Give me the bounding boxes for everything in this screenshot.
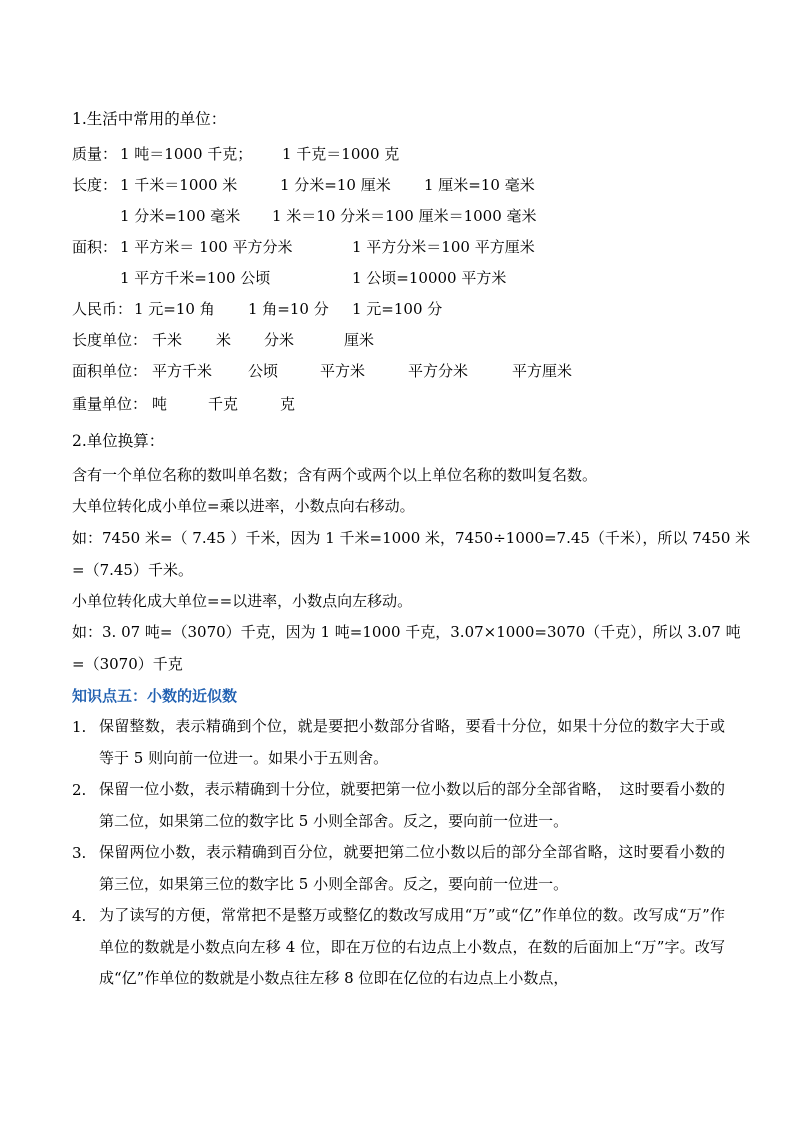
rmb-label: 人民币： — [72, 300, 133, 318]
area-unit-sqcm: 平方厘米 — [512, 362, 573, 380]
list-item-text: 为了读写的方便，常常把不是整万或整亿的数改写成用“万”或“亿”作单位的数。改写成“万”作单位的数就是小数点向左移 4 位，即在万位的右边点上小数点，在数的后面加上“万”字。改写成“亿”作单位的数就是小数点往左移 8 位即在亿位的右边点上小数点， — [99, 906, 725, 987]
mass-fact-2: 1 千克＝1000 克 — [282, 145, 400, 163]
rmb-fact-1: 1 元=10 角 — [134, 300, 215, 318]
length-line-2 — [72, 206, 722, 226]
area-fact-1: 1 平方米＝ 100 平方分米 — [120, 238, 293, 256]
list-item-number: 4. — [72, 907, 87, 925]
weight-unit-kg: 千克 — [208, 395, 239, 413]
list-item-text: 保留一位小数，表示精确到十分位，就要把第一位小数以后的部分全部省略， 这时要看小数的第二位，如果第二位的数字比 5 小则全部舍。反之，要向前一位进一。 — [99, 780, 725, 830]
area-units-label: 面积单位： — [72, 362, 148, 380]
length-units-label: 长度单位： — [72, 331, 148, 349]
area-line-1 — [72, 237, 722, 257]
area-unit-sqdm: 平方分米 — [408, 362, 469, 380]
list-item-text: 保留两位小数，表示精确到百分位，就要把第二位小数以后的部分全部省略，这时要看小数的第三位，如果第三位的数字比 5 小则全部舍。反之，要向前一位进一。 — [99, 843, 725, 893]
area-unit-hectare: 公顷 — [248, 362, 279, 380]
area-label: 面积： — [72, 238, 118, 256]
mass-line — [72, 144, 722, 164]
weight-units-label: 重量单位： — [72, 395, 148, 413]
list-item-text: 保留整数，表示精确到个位，就是要把小数部分省略，要看十分位，如果十分位的数字大于或等于 5 则向前一位进一。如果小于五则舍。 — [99, 717, 725, 767]
list-item-number: 2. — [72, 781, 87, 799]
rmb-line — [72, 299, 722, 319]
weight-unit-g: 克 — [280, 395, 296, 413]
paragraph-large-to-small: 大单位转化成小单位=乘以进率，小数点向右移动。 — [72, 497, 415, 515]
length-units-line — [72, 330, 722, 350]
area-fact-3: 1 平方千米=100 公顷 — [120, 269, 271, 287]
length-unit-cm: 厘米 — [344, 331, 375, 349]
section-heading-units: 1.生活中常用的单位： — [72, 110, 227, 128]
weight-unit-ton: 吨 — [152, 395, 168, 413]
area-unit-sqm: 平方米 — [320, 362, 366, 380]
area-unit-sqkm: 平方千米 — [152, 362, 213, 380]
paragraph-compound-numbers: 含有一个单位名称的数叫单名数；含有两个或两个以上单位名称的数叫复名数。 — [72, 466, 598, 484]
section-heading-conversion: 2.单位换算： — [72, 432, 165, 450]
list-item-number: 3. — [72, 844, 87, 862]
paragraph-small-to-large: 小单位转化成大单位==以进率，小数点向左移动。 — [72, 592, 413, 610]
mass-label: 质量： — [72, 145, 118, 163]
length-line-1 — [72, 175, 722, 195]
length-unit-km: 千米 — [152, 331, 183, 349]
example-2-line-2: =（3070）千克 — [72, 655, 183, 673]
length-unit-dm: 分米 — [264, 331, 295, 349]
length-label: 长度： — [72, 176, 118, 194]
example-1-line-2: =（7.45）千米。 — [72, 561, 193, 579]
weight-units-line — [72, 394, 722, 414]
area-units-line — [72, 361, 722, 381]
length-fact-2: 1 分米=10 厘米 — [280, 176, 391, 194]
length-unit-m: 米 — [216, 331, 232, 349]
example-1-line-1: 如：7450 米=（ 7.45 ）千米，因为 1 千米=1000 米，7450÷1000=7.45（千米），所以 7450 米 — [72, 529, 751, 547]
rmb-fact-2: 1 角=10 分 — [248, 300, 329, 318]
rmb-fact-3: 1 元=100 分 — [352, 300, 443, 318]
area-line-2 — [72, 268, 722, 288]
example-2-line-1: 如：3. 07 吨=（3070）千克，因为 1 吨=1000 千克，3.07×1000=3070（千克），所以 3.07 吨 — [72, 623, 741, 641]
length-fact-1: 1 千米＝1000 米 — [120, 176, 238, 194]
length-fact-3: 1 厘米=10 毫米 — [424, 176, 535, 194]
list-item-number: 1. — [72, 718, 87, 736]
section-heading-approximation: 知识点五：小数的近似数 — [72, 687, 238, 705]
mass-fact-1: 1 吨＝1000 千克； — [120, 145, 253, 163]
area-fact-2: 1 平方分米＝100 平方厘米 — [352, 238, 535, 256]
area-fact-4: 1 公顷=10000 平方米 — [352, 269, 507, 287]
length-fact-5: 1 米＝10 分米＝100 厘米＝1000 毫米 — [272, 207, 537, 225]
length-fact-4: 1 分米=100 毫米 — [120, 207, 241, 225]
